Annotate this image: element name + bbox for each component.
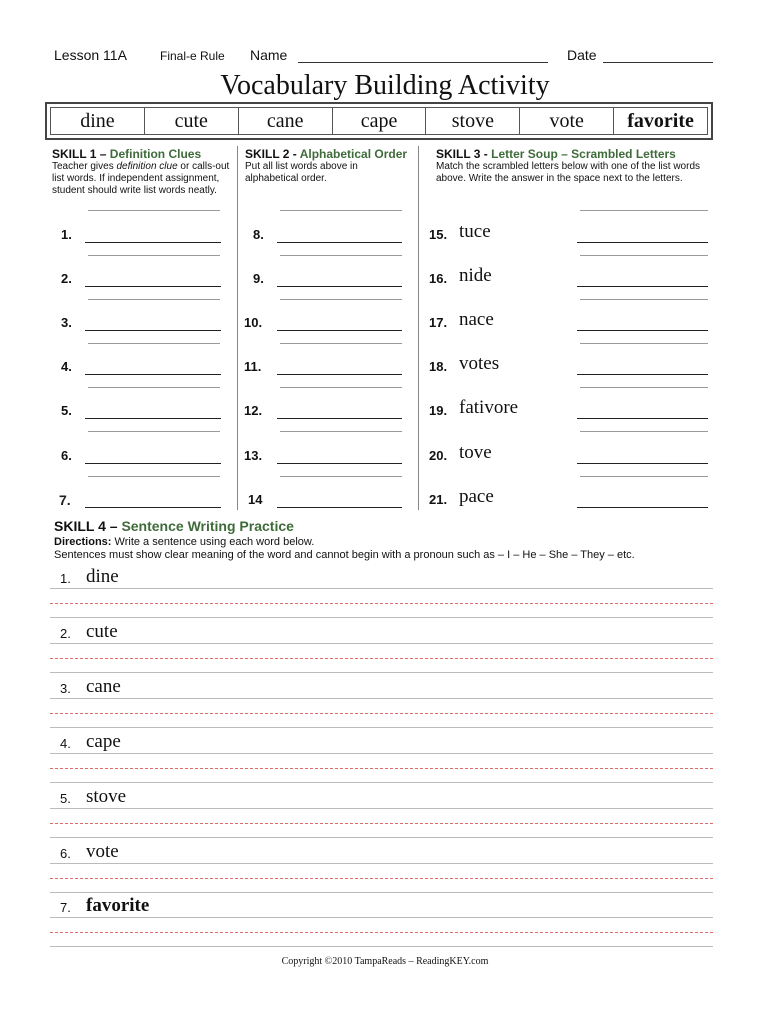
name-label: Name	[250, 47, 288, 63]
scrambled-word: nace	[459, 309, 494, 330]
column-divider	[237, 146, 238, 510]
answer-line[interactable]	[577, 374, 708, 375]
answer-line[interactable]	[85, 463, 221, 464]
answer-line[interactable]	[577, 330, 708, 331]
answer-line[interactable]	[277, 463, 402, 464]
lesson-label: Lesson 11A	[54, 47, 127, 63]
answer-line[interactable]	[577, 463, 708, 464]
item-number: 9.	[253, 271, 264, 286]
skill1-title: SKILL 1 – Definition Clues	[52, 147, 202, 161]
sentence-line[interactable]	[50, 603, 713, 604]
sentence-line[interactable]	[50, 713, 713, 714]
item-number: 11.	[244, 359, 262, 374]
sentence-line[interactable]	[50, 823, 713, 824]
sentence-word: cape	[86, 731, 121, 752]
skill4-directions: Directions: Write a sentence using each word below.	[54, 536, 315, 548]
answer-line[interactable]	[277, 374, 402, 375]
skill1-description: Teacher gives definition clue or calls-out list words. If independent assignment, student should write list words neatly.	[52, 161, 230, 196]
item-number: 20.	[429, 448, 448, 463]
rule-label: Final-e Rule	[160, 49, 225, 63]
item-number: 21.	[429, 492, 448, 507]
word-list-item: dine	[51, 108, 145, 134]
item-number: 16.	[429, 271, 448, 286]
word-list-item: cape	[333, 108, 427, 134]
item-number: 1.	[61, 227, 72, 242]
answer-line[interactable]	[85, 330, 221, 331]
sentence-line[interactable]	[50, 768, 713, 769]
sentence-line[interactable]	[50, 658, 713, 659]
item-number: 13.	[244, 448, 263, 463]
item-number: 18.	[429, 359, 448, 374]
answer-line[interactable]	[277, 330, 402, 331]
item-number: 3.	[61, 315, 72, 330]
item-number: 15.	[429, 227, 448, 242]
item-number: 5.	[60, 791, 71, 806]
answer-line[interactable]	[277, 286, 402, 287]
skill4-title: SKILL 4 – Sentence Writing Practice	[54, 518, 294, 534]
copyright: Copyright ©2010 TampaReads – ReadingKEY.com	[281, 956, 489, 967]
skill4-rule: Sentences must show clear meaning of the word and cannot begin with a pronoun such as – I – He – She – They – etc.	[54, 549, 635, 561]
item-number: 5.	[61, 403, 72, 418]
scrambled-word: pace	[459, 486, 494, 507]
date-label: Date	[567, 47, 597, 63]
sentence-word: favorite	[86, 895, 150, 916]
answer-line[interactable]	[85, 286, 221, 287]
item-number: 19.	[429, 403, 448, 418]
answer-line[interactable]	[577, 286, 708, 287]
item-number: 8.	[253, 227, 264, 242]
item-number: 7.	[59, 492, 71, 508]
sentence-line[interactable]	[50, 932, 713, 933]
answer-line[interactable]	[85, 374, 221, 375]
word-list-item: cane	[239, 108, 333, 134]
scrambled-word: tuce	[459, 221, 491, 242]
scrambled-word: fativore	[459, 397, 519, 418]
sentence-line[interactable]	[50, 878, 713, 879]
word-list-item: cute	[145, 108, 239, 134]
skill2-description: Put all list words above in alphabetical order.	[245, 161, 358, 184]
answer-line[interactable]	[85, 507, 221, 508]
word-list-box	[45, 102, 713, 140]
name-field[interactable]	[298, 62, 548, 63]
answer-line[interactable]	[277, 507, 402, 508]
skill3-title: SKILL 3 - Letter Soup – Scrambled Letters	[436, 147, 676, 161]
sentence-word: dine	[86, 566, 119, 587]
word-list-item: vote	[520, 108, 614, 134]
item-number: 2.	[60, 626, 71, 641]
answer-line[interactable]	[277, 242, 402, 243]
item-number: 4.	[60, 736, 71, 751]
date-field[interactable]	[603, 62, 713, 63]
item-number: 3.	[60, 681, 71, 696]
item-number: 17.	[429, 315, 448, 330]
sentence-word: cute	[86, 621, 118, 642]
sentence-word: vote	[86, 841, 119, 862]
answer-line[interactable]	[577, 507, 708, 508]
scrambled-word: votes	[459, 353, 500, 374]
column-divider	[418, 146, 419, 510]
item-number: 12.	[244, 403, 263, 418]
answer-line[interactable]	[277, 418, 402, 419]
skill3-description: Match the scrambled letters below with one of the list words above. Write the answer in the space next to the letters.	[436, 161, 701, 184]
skill2-title: SKILL 2 - Alphabetical Order	[245, 147, 408, 161]
answer-line[interactable]	[577, 418, 708, 419]
sentence-word: stove	[86, 786, 127, 807]
sentence-word: cane	[86, 676, 121, 697]
item-number: 10.	[244, 315, 263, 330]
item-number: 4.	[61, 359, 72, 374]
item-number: 6.	[61, 448, 72, 463]
item-number: 6.	[60, 846, 71, 861]
scrambled-word: tove	[459, 442, 492, 463]
answer-line[interactable]	[85, 242, 221, 243]
scrambled-word: nide	[459, 265, 492, 286]
word-list-item: favorite	[627, 109, 694, 132]
item-number: 7.	[60, 900, 71, 915]
answer-line[interactable]	[577, 242, 708, 243]
page-title: Vocabulary Building Activity	[220, 70, 550, 101]
word-list-item: stove	[426, 108, 520, 134]
item-number: 2.	[61, 271, 72, 286]
item-number: 1.	[60, 571, 71, 586]
answer-line[interactable]	[85, 418, 221, 419]
item-number: 14	[248, 492, 263, 507]
